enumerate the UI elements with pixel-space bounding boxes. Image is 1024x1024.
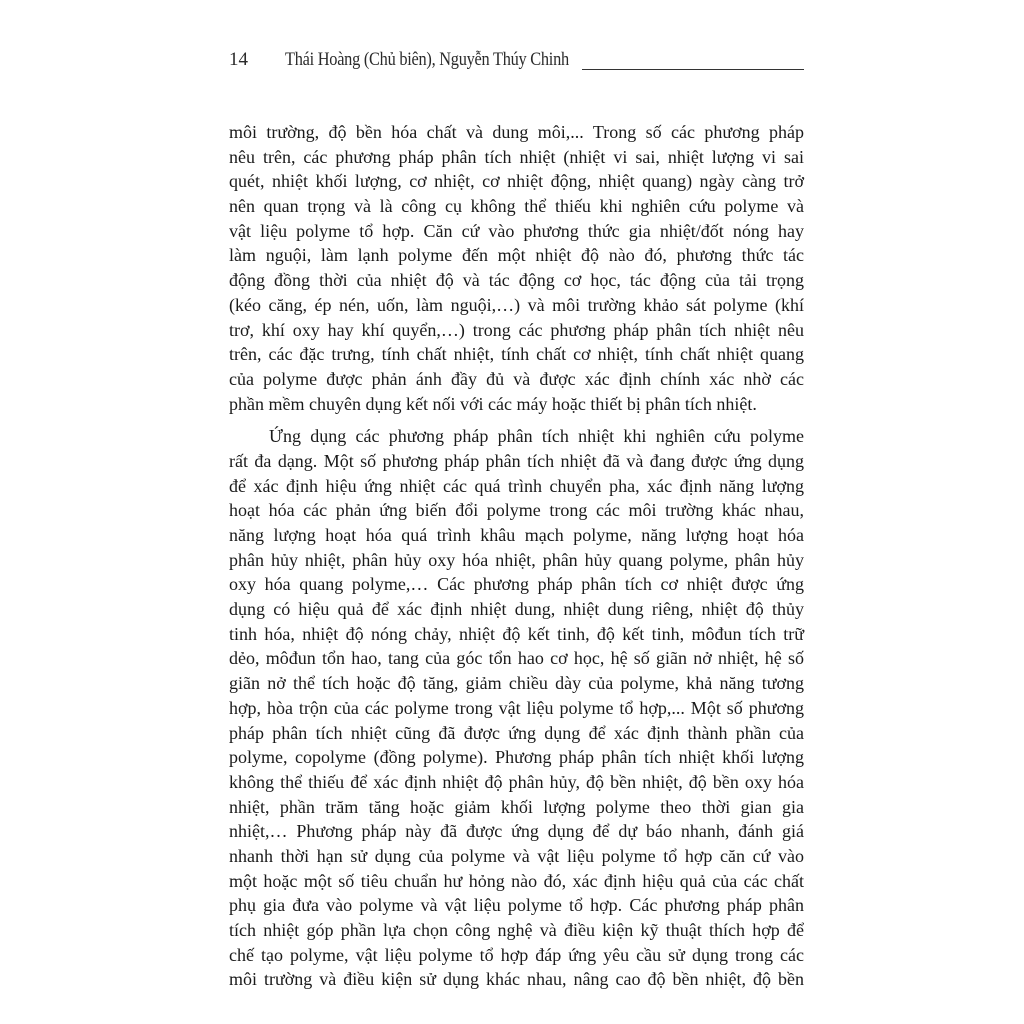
text-line: hợp, hòa trộn của các polyme trong vật liệu polyme tổ hợp,... Một số phương <box>229 697 804 718</box>
text-line: polyme, copolyme (đồng polyme). Phương pháp phân tích nhiệt khối lượng <box>229 747 804 768</box>
running-head: Thái Hoàng (Chủ biên), Nguyễn Thúy Chinh <box>285 49 569 70</box>
text-line: của polyme được phản ánh đầy đủ và được xác định chính xác nhờ các <box>229 368 804 389</box>
text-line: một hoặc một số tiêu chuẩn hư hỏng nào đó, xác định hiệu quả của các chất <box>229 870 804 891</box>
body-text <box>229 120 804 992</box>
text-line: tinh hóa, nhiệt độ nóng chảy, nhiệt độ kết tinh, độ kết tinh, môđun tích trữ <box>229 623 804 644</box>
text-line: nhiệt,… Phương pháp này đã được ứng dụng để dự báo nhanh, đánh giá <box>229 821 804 842</box>
text-line: môi trường, độ bền hóa chất và dung môi,... Trong số các phương pháp <box>229 122 804 142</box>
text-line: rất đa dạng. Một số phương pháp phân tích nhiệt đã và đang được ứng dụng <box>229 450 804 471</box>
paragraph-2 <box>229 424 804 992</box>
text-line: phân hủy nhiệt, phân hủy oxy hóa nhiệt, phân hủy quang polyme, phân hủy <box>229 549 804 570</box>
text-line: môi trường và điều kiện sử dụng khác nhau, nâng cao độ bền nhiệt, độ bền <box>229 969 804 990</box>
text-line: oxy hóa quang polyme,… Các phương pháp phân tích cơ nhiệt được ứng <box>229 574 804 595</box>
text-line: phụ gia đưa vào polyme và vật liệu polyme tổ hợp. Các phương pháp phân <box>229 895 804 916</box>
paragraph-1 <box>229 120 804 416</box>
text-line: hoạt hóa các phản ứng biến đổi polyme trong các môi trường khác nhau, <box>229 500 804 521</box>
text-line: để xác định hiệu ứng nhiệt các quá trình chuyển pha, xác định năng lượng <box>229 475 804 496</box>
text-line: pháp phân tích nhiệt cũng đã được ứng dụng để xác định thành phần của <box>229 722 804 743</box>
text-line: giãn nở thể tích hoặc độ tăng, giảm chiều dày của polyme, khả năng tương <box>229 673 804 694</box>
text-line: năng lượng hoạt hóa quá trình khâu mạch polyme, năng lượng hoạt hóa <box>229 525 804 545</box>
text-line: làm nguội, làm lạnh polyme đến một nhiệt độ nào đó, phương thức tác <box>229 245 804 266</box>
text-line: nhanh thời hạn sử dụng của polyme và vật liệu polyme tổ hợp căn cứ vào <box>229 845 804 866</box>
page-header <box>229 46 804 74</box>
text-line: chế tạo polyme, vật liệu polyme tổ hợp đáp ứng yêu cầu sử dụng trong các <box>229 944 804 965</box>
text-line: nêu trên, các phương pháp phân tích nhiệt (nhiệt vi sai, nhiệt lượng vi sai <box>229 146 804 167</box>
page-number: 14 <box>229 49 248 70</box>
text-line: (kéo căng, ép nén, uốn, làm nguội,…) và môi trường khảo sát polyme (khí <box>229 294 804 315</box>
text-line: tích nhiệt góp phần lựa chọn công nghệ và điều kiện kỹ thuật thích hợp để <box>229 920 804 940</box>
text-line: phần mềm chuyên dụng kết nối với các máy hoặc thiết bị phân tích nhiệt. <box>229 393 757 414</box>
text-line: động đồng thời của nhiệt độ và tác động cơ học, tác động của tải trọng <box>229 270 804 291</box>
text-line: trơ, khí oxy hay khí quyển,…) trong các phương pháp phân tích nhiệt nêu <box>229 319 804 340</box>
text-line: nhiệt, phần trăm tăng hoặc giảm khối lượng polyme theo thời gian gia <box>229 796 804 817</box>
paragraph-gap <box>229 416 804 424</box>
text-line: quét, nhiệt khối lượng, cơ nhiệt, cơ nhiệt động, nhiệt quang) ngày càng trở <box>229 171 804 192</box>
header-rule <box>582 69 804 70</box>
text-line: Ứng dụng các phương pháp phân tích nhiệt khi nghiên cứu polyme <box>269 426 804 447</box>
text-line: vật liệu polyme tổ hợp. Căn cứ vào phương thức gia nhiệt/đốt nóng hay <box>229 220 804 241</box>
text-line: nên quan trọng và là công cụ không thể thiếu khi nghiên cứu polyme và <box>229 196 804 217</box>
text-line: không thể thiếu để xác định nhiệt độ phân hủy, độ bền nhiệt, độ bền oxy hóa <box>229 771 804 792</box>
text-line: dẻo, môđun tổn hao, tang của góc tổn hao cơ học, hệ số giãn nở nhiệt, hệ số <box>229 648 804 669</box>
text-line: dụng có hiệu quả để xác định nhiệt dung, nhiệt dung riêng, nhiệt độ thủy <box>229 599 804 620</box>
text-line: trên, các đặc trưng, tính chất nhiệt, tính chất cơ nhiệt, tính chất nhiệt quang <box>229 344 804 365</box>
